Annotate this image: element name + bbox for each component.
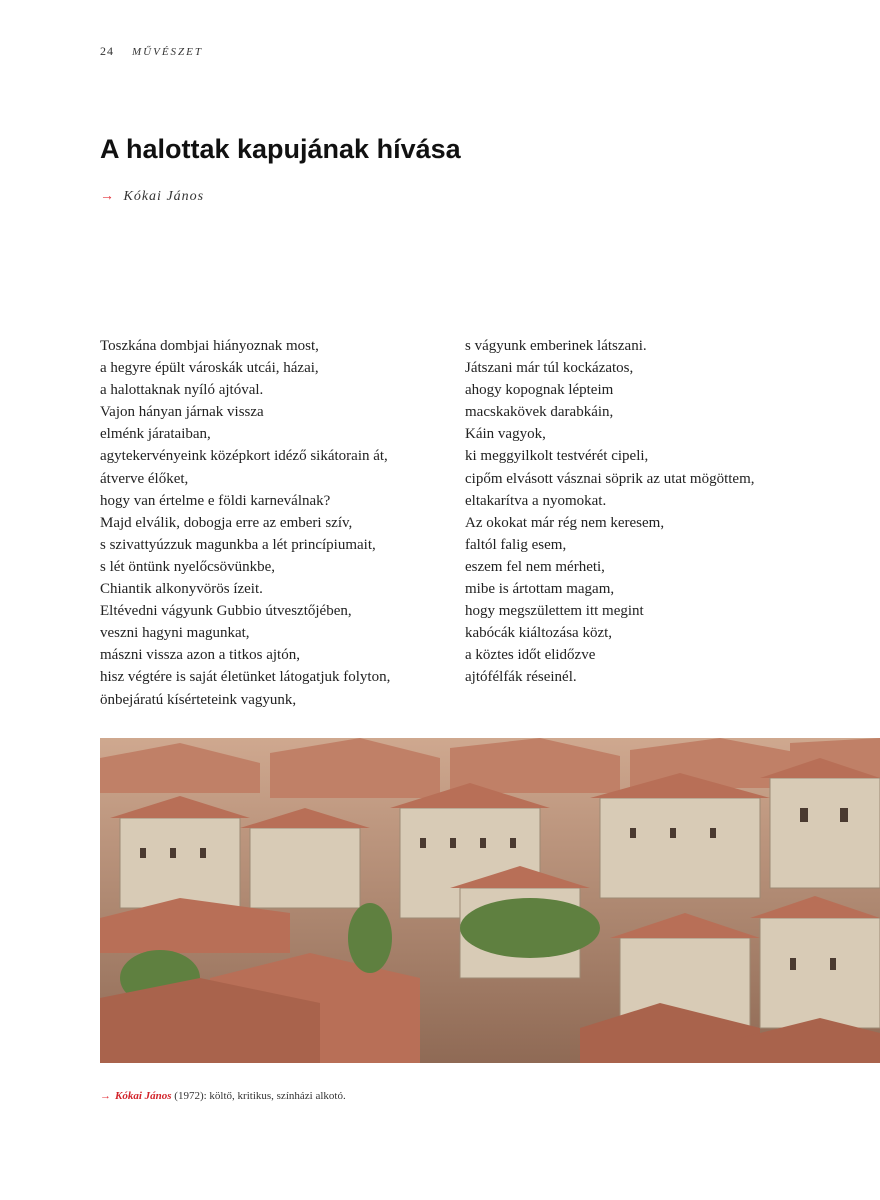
article-title: A halottak kapujának hívása [100, 134, 461, 164]
poem-line: agytekervényeink középkort idéző sikátorain át, [100, 448, 388, 465]
poem-line: elménk járataiban, [100, 426, 211, 443]
poem-line: Eltévedni vágyunk Gubbio útvesztőjében, [100, 603, 352, 620]
poem-line: Toszkána dombjai hiányoznak most, [100, 338, 319, 354]
author-footnote [100, 1090, 346, 1102]
arrow-icon: → [100, 1090, 111, 1102]
poem-line: cipőm elvásott vásznai söprik az utat mögöttem, [465, 470, 755, 487]
poem-line: hogy van értelme e földi karneválnak? [100, 492, 331, 509]
poem-line: kabócák kiáltozása közt, [465, 625, 613, 642]
arrow-icon: → [100, 189, 115, 204]
poem-line: s szivattyúzzuk magunkba a lét princípiumait, [100, 536, 376, 553]
poem-line: eltakarítva a nyomokat. [465, 492, 607, 509]
poem-line: hogy megszülettem itt megint [465, 603, 644, 620]
poem-line: Az okokat már rég nem keresem, [465, 514, 665, 531]
poem-column-left [100, 335, 450, 711]
poem-line: a hegyre épült városkák utcái, házai, [100, 360, 319, 377]
poem-line: ahogy kopognak lépteim [465, 382, 614, 399]
section-name: MŰVÉSZET [132, 46, 203, 58]
author-name: Kókai János [123, 189, 205, 204]
poem-line: Játszani már túl kockázatos, [465, 360, 634, 377]
footnote-author-name: Kókai János [115, 1090, 172, 1102]
poem-line: eszem fel nem mérheti, [465, 558, 605, 575]
poem-line: önbejáratú kísérteteink vagyunk, [100, 691, 297, 708]
poem-line: Majd elválik, dobogja erre az emberi szív, [100, 514, 353, 531]
poem-line: s lét öntünk nyelőcsövünkbe, [100, 558, 275, 575]
poem-line: mászni vissza azon a titkos ajtón, [100, 647, 300, 664]
poem-line: s vágyunk emberinek látszani. [465, 338, 647, 354]
poem-line: ki meggyilkolt testvérét cipeli, [465, 448, 649, 465]
poem-line: a halottaknak nyíló ajtóval. [100, 382, 264, 399]
author-byline [100, 189, 204, 205]
poem-line: faltól falig esem, [465, 536, 567, 553]
page-number: 24 [100, 44, 114, 58]
poem-line: macskakövek darabkáin, [465, 404, 614, 421]
poem-line: Chiantik alkonyvörös ízeit. [100, 581, 263, 598]
poem-line: ajtófélfák réseinél. [465, 669, 577, 686]
footnote-text: (1972): költő, kritikus, színházi alkotó. [171, 1090, 346, 1102]
poem-line: Káin vagyok, [465, 426, 546, 443]
poem-line: Vajon hányan járnak vissza [100, 404, 264, 421]
town-photo [100, 738, 880, 1063]
medieval-town-photo-illustration [100, 738, 880, 1063]
poem-line: a köztes időt elidőzve [465, 647, 596, 664]
poem-line: mibe is ártottam magam, [465, 581, 615, 598]
poem-line: hisz végtére is saját életünket látogatjuk folyton, [100, 669, 391, 686]
running-head [100, 44, 203, 59]
poem-column-right [465, 335, 880, 689]
poem-line: veszni hagyni magunkat, [100, 625, 250, 642]
poem-line: átverve élőket, [100, 470, 189, 487]
